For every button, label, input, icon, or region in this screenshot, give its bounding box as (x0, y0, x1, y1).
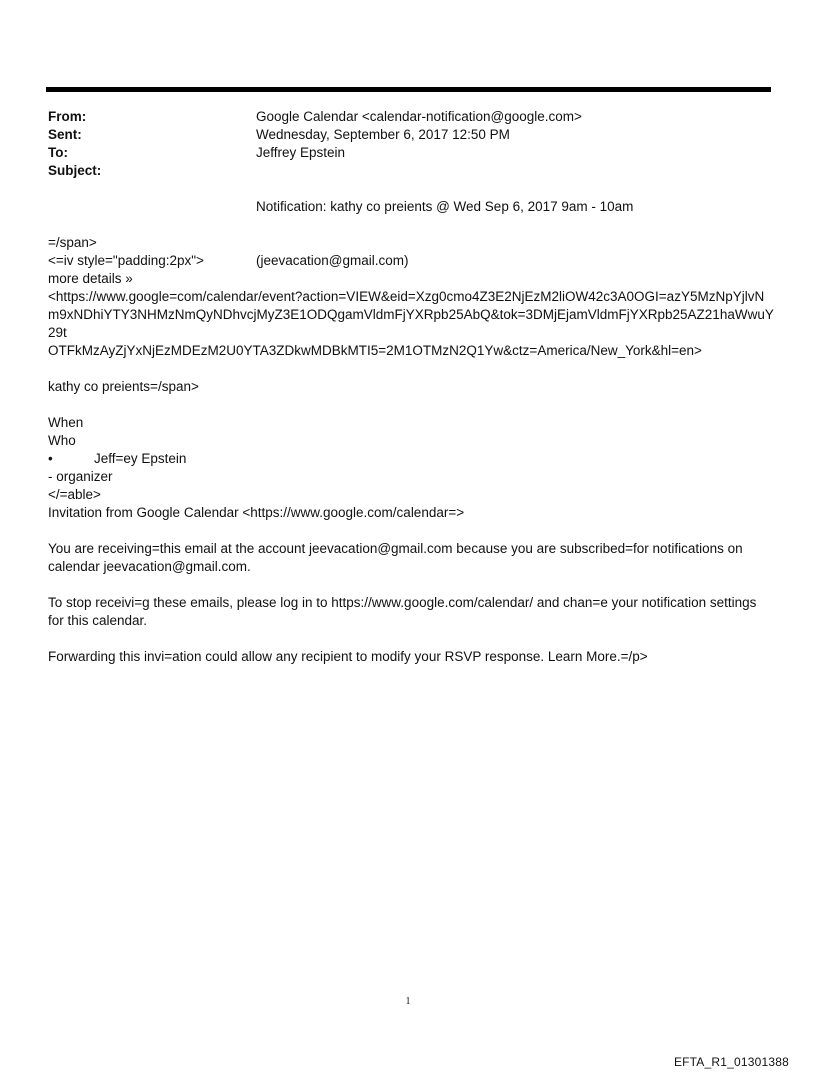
sent-row (48, 126, 768, 144)
from-label: From: (48, 109, 87, 124)
to-row (48, 144, 768, 162)
stop-line2: for this calendar. (48, 613, 148, 628)
stop-notice (48, 594, 776, 630)
forwarding-text: Forwarding this invi=ation could allow any recipient to modify your RSVP response. Learn More.=/p> (48, 649, 648, 664)
receiving-line2: calendar jeevacation@gmail.com. (48, 559, 251, 574)
event-info (48, 414, 776, 522)
event-url-line1[interactable]: <https://www.google=com/calendar/event?action=VIEW&eid=Xzg0cmo4Z3E2NjEzM2liOW42c3A0OGI=azY5MzNpYjlvN (48, 289, 765, 304)
event-url-line2[interactable]: m9xNDhiYTY3NHMzNmQyNDhvcjMyZ3E1ODQgamVldmFjYXRpb25AbQ&tok=3DMjEjamVldmFjYXRpb25AZ21haWwuY29t (48, 307, 774, 340)
event-url-line3[interactable]: OTFkMzAyZjYxNjEzMDEzM2U0YTA3ZDkwMDBkMTI5=2M1OTMzN2Q1Yw&ctz=America/New_York&hl=en> (48, 343, 702, 358)
forwarding-notice (48, 648, 776, 666)
subject-value-line2: (jeevacation@gmail.com) (256, 253, 409, 268)
to-label: To: (48, 145, 68, 160)
who-label: Who (48, 433, 76, 448)
invitation-from-link[interactable]: Invitation from Google Calendar <https://www.google.com/calendar=> (48, 505, 465, 520)
header-divider (46, 87, 771, 92)
bullet-icon: • (48, 451, 53, 466)
from-row (48, 108, 768, 126)
to-value: Jeffrey Epstein (256, 145, 346, 160)
event-title: kathy co preients=/span> (48, 379, 199, 394)
div-open-text: <=iv style="padding:2px"> (48, 253, 204, 268)
subject-label: Subject: (48, 163, 102, 178)
attendee-item (48, 450, 776, 468)
email-body-top (48, 234, 776, 360)
event-details (48, 378, 776, 396)
sent-value: Wednesday, September 6, 2017 12:50 PM (256, 127, 510, 142)
page-number: 1 (405, 996, 411, 1007)
receiving-line1: You are receiving=this email at the account jeevacation@gmail.com because you are subscribed=for notifications on (48, 541, 743, 556)
subject-value-line1: Notification: kathy co preients @ Wed Sep 6, 2017 9am - 10am (256, 199, 634, 214)
document-id: EFTA_R1_01301388 (673, 1055, 789, 1069)
stop-line1: To stop receivi=g these emails, please log in to https://www.google.com/calendar/ and chan=e your notification settings (48, 595, 757, 610)
more-details-link[interactable]: more details » (48, 271, 133, 286)
from-value: Google Calendar <calendar-notification@google.com> (256, 109, 582, 124)
when-label: When (48, 415, 84, 430)
span-close-text: =/span> (48, 235, 97, 250)
organizer-role: - organizer (48, 469, 113, 484)
table-close-text: </=able> (48, 487, 101, 502)
attendee-name: Jeff=ey Epstein (94, 451, 187, 466)
sent-label: Sent: (48, 127, 82, 142)
receiving-notice (48, 540, 776, 576)
